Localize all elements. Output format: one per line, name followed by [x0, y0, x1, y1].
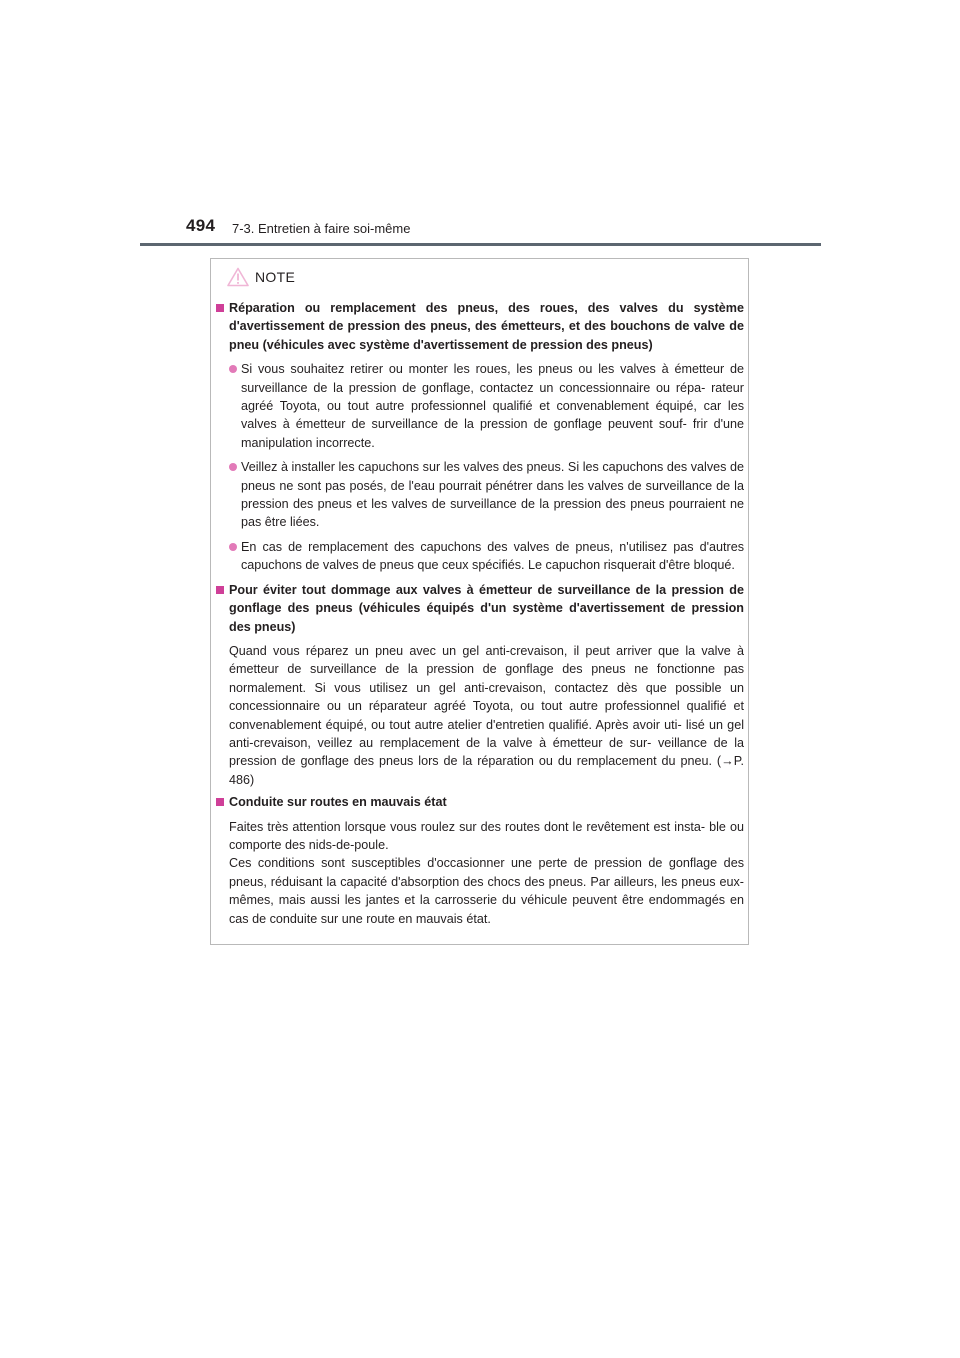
section-heading — [216, 793, 744, 811]
heading-text: Conduite sur routes en mauvais état — [229, 795, 447, 810]
paragraph: Quand vous réparez un pneu avec un gel anti-crevaison, il peut arriver que la valve à émetteur de surveillance de la pression de gonflage des pneus ne fonctionne pas normalement. Si vous utilisez un gel anti-crevaison, contactez dès que possible un concessionnaire ou un réparateur agréé Toyota, ou tout autre professionnel qualifié et convenablement équipé, ou tout autre atelier d'entretien qualifié. Après avoir uti- lisé un gel anti-crevaison, veillez au remplacement de la valve à émetteur de sur- veillance de la pression de gonflage des pneus lors de la réparation ou du remplacement du pneu. (→P. 486) — [229, 643, 744, 787]
list-item — [216, 538, 744, 575]
note-box — [210, 258, 749, 945]
note-label: NOTE — [255, 269, 296, 285]
list-item-text: Si vous souhaitez retirer ou monter les roues, les pneus ou les valves à émetteur de surveillance de la pression de gonflage, contactez un concessionnaire ou répa- rateur agréé Toyota, ou tout autre professionnel qualifié et convenablement équipé, car les valves à émetteur de surveillance de la pression de gonflage peuvent souf- frir d'une manipulation incorrecte. — [241, 362, 744, 450]
page-number: 494 — [186, 216, 216, 235]
heading-text: Pour éviter tout dommage aux valves à émetteur de surveillance de la pression de gonflage des pneus (véhicules équipés d'un système d'avertissement de pression des pneus) — [229, 582, 744, 634]
list-item-text: Veillez à installer les capuchons sur les valves des pneus. Si les capuchons des valves de pneus ne sont pas posés, de l'eau pourrait pénétrer dans les valves de surveillance de la pression des pneus et les valves de surveillance de la pression des pneus pourraient ne pas être liées. — [241, 460, 744, 530]
note-header — [227, 266, 295, 288]
section-heading — [216, 581, 744, 636]
paragraph-line: Faites très attention lorsque vous roulez sur des routes dont le revêtement est insta- ble ou comporte des nids-de-poule. — [229, 819, 744, 852]
bullet-dot-icon — [229, 365, 237, 373]
paragraph-line: Ces conditions sont susceptibles d'occasionner une perte de pression de gonflage des pneus, réduisant la capacité d'absorption des chocs des pneus. Par ailleurs, les pneus eux-mêmes, mais aussi les jantes et la carrosserie du véhicule peuvent être endommagés en cas de conduite sur une route en mauvais état. — [229, 856, 744, 926]
heading-text: Réparation ou remplacement des pneus, des roues, des valves du système d'avertissement de pression des pneus, des émetteurs, et des bouchons de valve de pneu (véhicules avec système d'avertissement de pression des pneus) — [229, 301, 744, 352]
list-item-text: En cas de remplacement des capuchons des valves de pneus, n'utilisez pas d'autres capuchons de valves de pneus que ceux spécifiés. Le capuchon risquerait d'être bloqué. — [241, 539, 744, 573]
header-rule — [140, 243, 821, 246]
note-content — [216, 299, 744, 932]
warning-triangle-icon — [227, 267, 249, 287]
heading-square-icon — [216, 304, 224, 312]
list-item — [216, 458, 744, 532]
bullet-dot-icon — [229, 543, 237, 551]
heading-square-icon — [216, 586, 224, 594]
paragraph — [216, 818, 744, 928]
section-title: 7-3. Entretien à faire soi-même — [232, 221, 411, 236]
heading-square-icon — [216, 798, 224, 806]
bullet-dot-icon — [229, 463, 237, 471]
section-heading — [216, 299, 744, 354]
list-item — [216, 360, 744, 452]
